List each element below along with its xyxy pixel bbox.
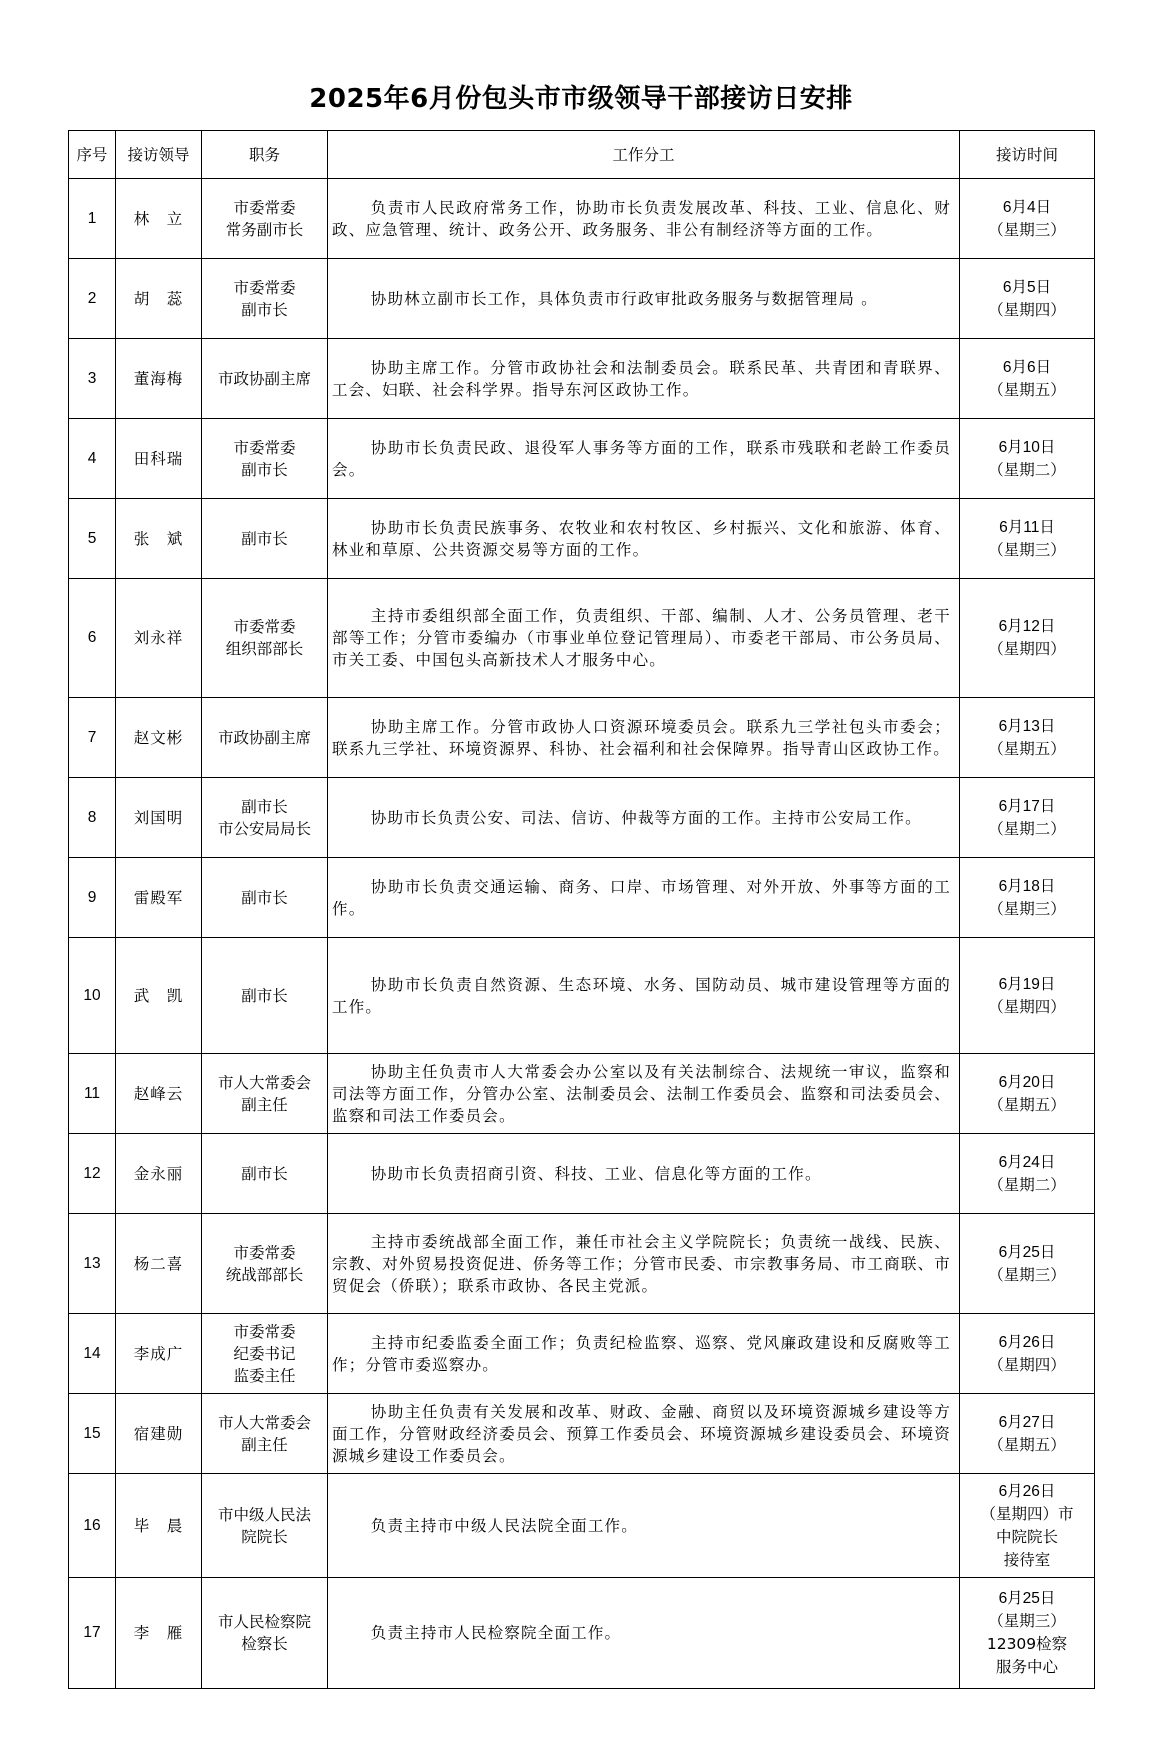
position-line: 市中级人民法 (217, 1505, 311, 1524)
page-title: 2025年6月份包头市市级领导干部接访日安排 (309, 84, 853, 114)
time-line: 6月4日 (1002, 198, 1052, 216)
duties-text: 协助市长负责自然资源、生态环境、水务、国防动员、城市建设管理等方面的工作。 (332, 975, 951, 1016)
row-time (960, 419, 1095, 499)
row-position (202, 778, 328, 858)
row-duties (328, 419, 960, 499)
time-line: （星期四） (988, 300, 1066, 319)
position-line: 副市长 (241, 1164, 288, 1183)
position-line: 院院长 (241, 1527, 288, 1546)
time-line: 6月10日 (998, 438, 1056, 456)
time-line: （星期五） (988, 1435, 1066, 1454)
position-line: 纪委书记 (233, 1344, 296, 1363)
row-index: 6 (69, 579, 116, 698)
row-index: 13 (69, 1214, 116, 1314)
position-line: 副市长 (241, 529, 288, 548)
row-index: 12 (69, 1134, 116, 1214)
time-line: 接待室 (1003, 1550, 1051, 1569)
row-time (960, 499, 1095, 579)
position-line: 市委常委 (233, 1243, 296, 1262)
duties-text: 负责主持市人民检察院全面工作。 (370, 1624, 622, 1642)
row-position (202, 938, 328, 1054)
row-time (960, 179, 1095, 259)
row-position (202, 1578, 328, 1689)
duties-text: 协助主席工作。分管市政协人口资源环境委员会。联系九三学社包头市委会；联系九三学社、环境资源界、科协、社会福利和社会保障界。指导青山区政协工作。 (332, 717, 951, 758)
row-duties (328, 179, 960, 259)
time-line: （星期五） (988, 1095, 1066, 1114)
table-row (69, 579, 1095, 698)
time-line: （星期三） (988, 1265, 1066, 1284)
row-position (202, 259, 328, 339)
row-index: 9 (69, 858, 116, 938)
row-index: 4 (69, 419, 116, 499)
table-row (69, 1214, 1095, 1314)
time-line: （星期三） (988, 899, 1066, 918)
position-line: 常务副市长 (225, 220, 304, 239)
row-position (202, 1474, 328, 1578)
row-time (960, 259, 1095, 339)
row-position (202, 1394, 328, 1474)
time-line: （星期三） (988, 540, 1066, 559)
position-line: 市委常委 (233, 618, 296, 636)
row-index: 2 (69, 259, 116, 339)
position-line: 副市长 (241, 300, 288, 319)
position-line: 市人大常委会 (217, 1413, 311, 1432)
row-time (960, 698, 1095, 778)
row-time (960, 778, 1095, 858)
row-leader: 林 立 (116, 179, 202, 259)
row-leader: 雷殿军 (116, 858, 202, 938)
time-line: （星期二） (988, 819, 1066, 838)
row-leader: 刘国明 (116, 778, 202, 858)
position-line: 副主任 (241, 1095, 288, 1114)
time-line: （星期三） (988, 1612, 1066, 1630)
time-line: 6月26日 (998, 1482, 1056, 1500)
table-row (69, 938, 1095, 1054)
table-row (69, 179, 1095, 259)
row-time (960, 1578, 1095, 1689)
time-line: 6月6日 (1002, 358, 1052, 376)
duties-text: 主持市委组织部全面工作，负责组织、干部、编制、人才、公务员管理、老干部等工作；分管市委编办（市事业单位登记管理局）、市委老干部局、市公务员局、市关工委、中国包头高新技术人才服务中心。 (332, 607, 951, 669)
duties-text: 协助市长负责民政、退役军人事务等方面的工作，联系市残联和老龄工作委员会。 (332, 438, 951, 479)
row-index: 11 (69, 1054, 116, 1134)
row-duties (328, 858, 960, 938)
time-line: 6月25日 (998, 1590, 1056, 1607)
column-header-time: 接访时间 (960, 131, 1095, 179)
time-line: 12309检察 (986, 1635, 1068, 1653)
row-index: 7 (69, 698, 116, 778)
time-line: 6月24日 (998, 1153, 1056, 1171)
row-time (960, 1134, 1095, 1214)
time-line: （星期三） (988, 220, 1066, 239)
row-leader: 杨二喜 (116, 1214, 202, 1314)
row-duties (328, 1394, 960, 1474)
time-line: （星期四） (988, 997, 1066, 1016)
table-body (69, 179, 1095, 1689)
row-position (202, 179, 328, 259)
row-index: 8 (69, 778, 116, 858)
row-leader: 金永丽 (116, 1134, 202, 1214)
table-row (69, 499, 1095, 579)
row-index: 5 (69, 499, 116, 579)
time-line: 服务中心 (995, 1658, 1058, 1676)
row-leader: 武 凯 (116, 938, 202, 1054)
position-line: 市委常委 (233, 438, 296, 457)
row-time (960, 339, 1095, 419)
row-duties (328, 579, 960, 698)
row-time (960, 1054, 1095, 1134)
position-line: 副主任 (241, 1435, 288, 1454)
column-header-leader: 接访领导 (116, 131, 202, 179)
time-line: 6月17日 (998, 797, 1056, 815)
duties-text: 协助市长负责民族事务、农牧业和农村牧区、乡村振兴、文化和旅游、体育、林业和草原、公共资源交易等方面的工作。 (332, 518, 951, 559)
row-position (202, 419, 328, 499)
row-time (960, 1214, 1095, 1314)
time-line: （星期五） (988, 380, 1066, 399)
time-line: 6月25日 (998, 1243, 1056, 1261)
table-row (69, 1394, 1095, 1474)
row-position (202, 1314, 328, 1394)
time-line: 6月13日 (998, 717, 1056, 735)
row-leader: 刘永祥 (116, 579, 202, 698)
time-line: 6月27日 (998, 1413, 1056, 1431)
time-line: 6月19日 (998, 975, 1056, 993)
row-index: 17 (69, 1578, 116, 1689)
time-line: （星期四） (988, 1355, 1066, 1374)
duties-text: 协助林立副市长工作，具体负责市行政审批政务服务与数据管理局 。 (370, 289, 878, 308)
row-duties (328, 1314, 960, 1394)
time-line: 6月18日 (998, 877, 1056, 895)
position-line: 检察长 (241, 1635, 288, 1653)
row-duties (328, 1214, 960, 1314)
row-position (202, 339, 328, 419)
position-line: 市人民检察院 (217, 1613, 311, 1631)
duties-text: 负责主持市中级人民法院全面工作。 (370, 1516, 638, 1535)
position-line: 市委常委 (233, 278, 296, 297)
table-header-row (69, 131, 1095, 179)
time-line: （星期二） (988, 1175, 1066, 1194)
position-line: 市政协副主席 (217, 369, 311, 388)
table-row (69, 1134, 1095, 1214)
duties-text: 协助市长负责招商引资、科技、工业、信息化等方面的工作。 (370, 1164, 822, 1183)
row-duties (328, 938, 960, 1054)
row-time (960, 1394, 1095, 1474)
table-row (69, 1474, 1095, 1578)
row-position (202, 698, 328, 778)
row-index: 3 (69, 339, 116, 419)
row-leader: 赵峰云 (116, 1054, 202, 1134)
row-duties (328, 339, 960, 419)
duties-text: 主持市纪委监委全面工作；负责纪检监察、巡察、党风廉政建设和反腐败等工作；分管市委巡察办。 (332, 1333, 951, 1374)
position-line: 市公安局局长 (217, 819, 311, 838)
time-line: 6月26日 (998, 1333, 1056, 1351)
time-line: （星期二） (988, 460, 1066, 479)
position-line: 市政协副主席 (217, 728, 311, 747)
table-row (69, 339, 1095, 419)
row-time (960, 938, 1095, 1054)
row-position (202, 1134, 328, 1214)
row-leader: 赵文彬 (116, 698, 202, 778)
table-row (69, 858, 1095, 938)
row-duties (328, 1474, 960, 1578)
row-duties (328, 698, 960, 778)
duties-text: 协助主任负责有关发展和改革、财政、金融、商贸以及环境资源城乡建设等方面工作，分管财政经济委员会、预算工作委员会、环境资源城乡建设委员会、环境资源城乡建设工作委员会。 (332, 1402, 951, 1465)
row-position (202, 1214, 328, 1314)
time-line: 6月12日 (998, 618, 1056, 635)
row-position (202, 1054, 328, 1134)
row-position (202, 499, 328, 579)
table-row (69, 259, 1095, 339)
table-row (69, 698, 1095, 778)
position-line: 市委常委 (233, 198, 296, 217)
row-index: 1 (69, 179, 116, 259)
table-row (69, 1578, 1095, 1689)
position-line: 副市长 (241, 986, 288, 1005)
row-index: 10 (69, 938, 116, 1054)
time-line: 6月5日 (1002, 278, 1052, 296)
row-time (960, 858, 1095, 938)
row-duties (328, 259, 960, 339)
row-index: 16 (69, 1474, 116, 1578)
position-line: 市委常委 (233, 1322, 296, 1341)
row-duties (328, 1054, 960, 1134)
position-line: 统战部部长 (225, 1265, 304, 1284)
row-leader: 李 雁 (116, 1578, 202, 1689)
time-line: （星期四） (988, 640, 1066, 658)
row-time (960, 1314, 1095, 1394)
row-leader: 胡 蕊 (116, 259, 202, 339)
column-header-index: 序号 (69, 131, 116, 179)
row-time (960, 1474, 1095, 1578)
duties-text: 负责市人民政府常务工作，协助市长负责发展改革、科技、工业、信息化、财政、应急管理、统计、政务公开、政务服务、非公有制经济等方面的工作。 (332, 198, 951, 239)
row-index: 14 (69, 1314, 116, 1394)
duties-text: 协助主任负责市人大常委会办公室以及有关法制综合、法规统一审议，监察和司法等方面工作，分管办公室、法制委员会、法制工作委员会、监察和司法委员会、监察和司法工作委员会。 (332, 1062, 951, 1125)
row-leader: 董海梅 (116, 339, 202, 419)
column-header-position: 职务 (202, 131, 328, 179)
row-leader: 毕 晨 (116, 1474, 202, 1578)
position-line: 组织部部长 (225, 640, 304, 658)
row-index: 15 (69, 1394, 116, 1474)
position-line: 市人大常委会 (217, 1073, 311, 1092)
position-line: 副市长 (241, 797, 288, 816)
row-leader: 李成广 (116, 1314, 202, 1394)
time-line: 6月11日 (999, 518, 1055, 536)
row-leader: 宿建勋 (116, 1394, 202, 1474)
row-duties (328, 499, 960, 579)
table-row (69, 778, 1095, 858)
row-duties (328, 1134, 960, 1214)
table-row (69, 1054, 1095, 1134)
time-line: 中院院长 (995, 1527, 1058, 1546)
row-position (202, 858, 328, 938)
column-header-duties: 工作分工 (328, 131, 960, 179)
time-line: （星期四）市 (980, 1504, 1074, 1523)
duties-text: 协助市长负责公安、司法、信访、仲裁等方面的工作。主持市公安局工作。 (370, 808, 922, 827)
position-line: 监委主任 (233, 1366, 296, 1385)
table-row (69, 419, 1095, 499)
row-position (202, 579, 328, 698)
row-time (960, 579, 1095, 698)
row-leader: 张 斌 (116, 499, 202, 579)
position-line: 副市长 (241, 460, 288, 479)
row-leader: 田科瑞 (116, 419, 202, 499)
row-duties (328, 1578, 960, 1689)
time-line: 6月20日 (998, 1073, 1056, 1091)
schedule-table (68, 130, 1095, 1689)
time-line: （星期五） (988, 739, 1066, 758)
duties-text: 协助主席工作。分管市政协社会和法制委员会。联系民革、共青团和青联界、工会、妇联、社会科学界。指导东河区政协工作。 (332, 358, 951, 399)
position-line: 副市长 (241, 888, 288, 907)
table-row (69, 1314, 1095, 1394)
duties-text: 协助市长负责交通运输、商务、口岸、市场管理、对外开放、外事等方面的工作。 (332, 877, 951, 918)
duties-text: 主持市委统战部全面工作，兼任市社会主义学院院长；负责统一战线、民族、宗教、对外贸易投资促进、侨务等工作；分管市民委、市宗教事务局、市工商联、市贸促会（侨联）；联系市政协、各民主党派。 (332, 1232, 951, 1295)
row-duties (328, 778, 960, 858)
